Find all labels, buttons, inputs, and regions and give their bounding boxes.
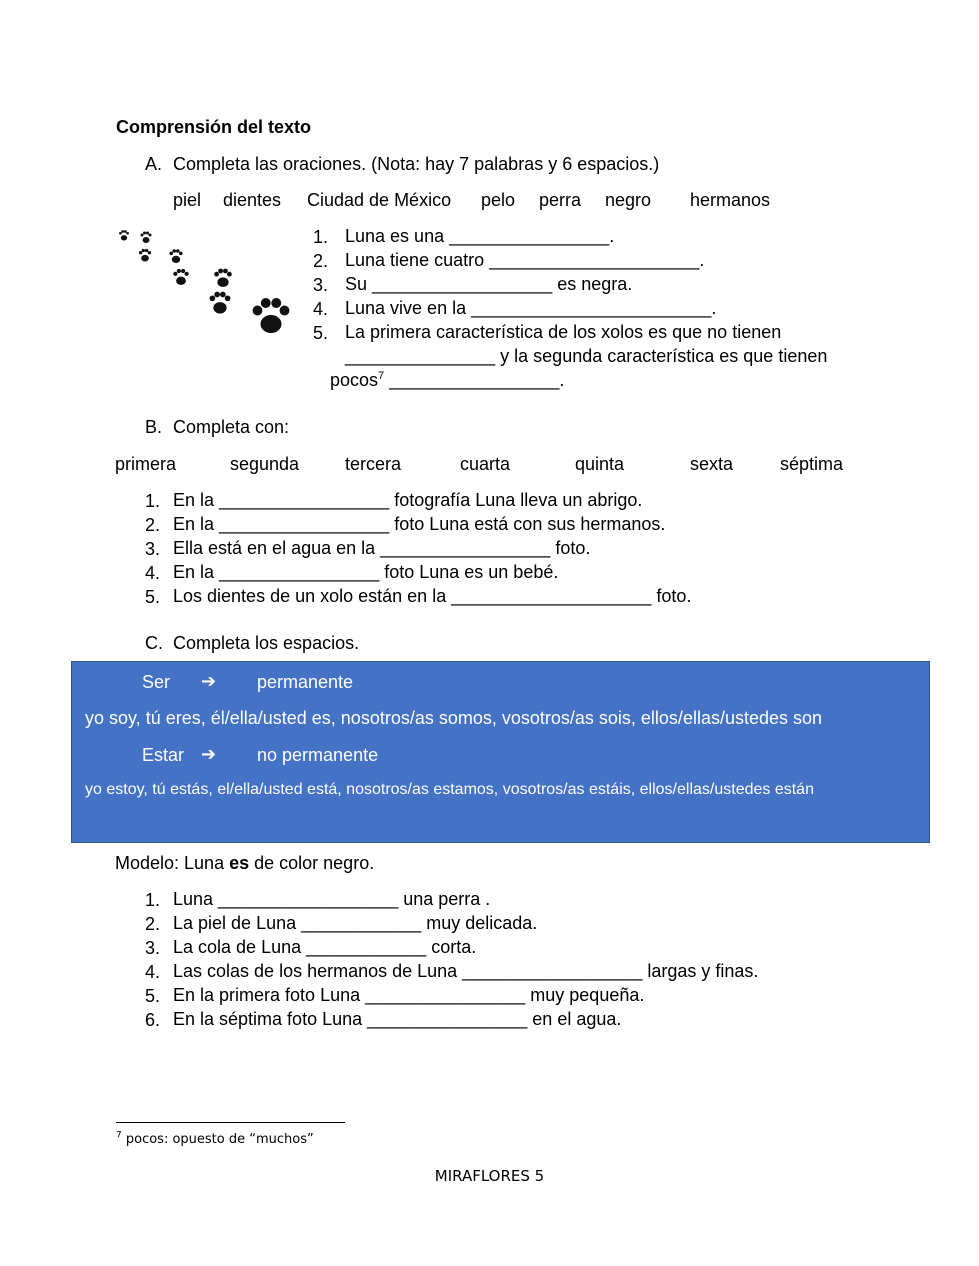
list-item: Ella está en el agua en la _________________ foto. (173, 538, 591, 558)
list-number: 3. (144, 938, 160, 958)
list-item: Luna es una ________________. (345, 226, 615, 246)
model-suffix: de color negro. (249, 853, 375, 873)
footnote-number: 7 (116, 1130, 122, 1141)
list-number: 1. (144, 890, 160, 910)
part-a-marker: A. (145, 154, 163, 174)
list-item: En la ________________ foto Luna es un bebé. (173, 562, 559, 582)
list-item: En la _________________ foto Luna está con sus hermanos. (173, 514, 666, 534)
pocos-word: pocos (330, 370, 379, 390)
footnote-ref: 7 (378, 370, 385, 382)
list-item: La piel de Luna ____________ muy delicada. (173, 913, 538, 933)
estar-meaning: no permanente (257, 745, 379, 765)
part-a-instruction: Completa las oraciones. (Nota: hay 7 palabras y 6 espacios.) (173, 154, 660, 174)
footnote (116, 1130, 314, 1147)
word-bank-item: tercera (345, 454, 402, 474)
list-item: Luna tiene cuatro _____________________. (345, 250, 705, 270)
list-item: La primera característica de los xolos es que no tienen (345, 322, 782, 342)
part-c-marker: C. (145, 633, 163, 653)
model-prefix: Modelo: Luna (115, 853, 230, 873)
page-footer: MIRAFLORES 5 (434, 1167, 545, 1185)
list-number: 2. (144, 515, 160, 535)
list-number: 3. (312, 275, 328, 295)
word-bank-item: piel (173, 190, 202, 210)
word-bank-item: Ciudad de México (307, 190, 452, 210)
part-c-instruction: Completa los espacios. (173, 633, 360, 653)
ser-label: Ser (142, 672, 171, 692)
arrow-right-icon: ➔ (201, 744, 217, 765)
list-item: En la primera foto Luna ________________ muy pequeña. (173, 985, 645, 1005)
list-item: Los dientes de un xolo están en la ____________________ foto. (173, 586, 692, 606)
list-item: Luna vive en la ________________________. (345, 298, 717, 318)
list-item: En la _________________ fotografía Luna lleva un abrigo. (173, 490, 643, 510)
list-number: 2. (312, 251, 328, 271)
list-item: La cola de Luna ____________ corta. (173, 937, 477, 957)
list-item-continuation (330, 371, 564, 389)
list-item: Su __________________ es negra. (345, 274, 633, 294)
list-item: Las colas de los hermanos de Luna __________________ largas y finas. (173, 961, 759, 981)
blank-line: _________________. (384, 370, 565, 390)
word-bank-item: pelo (481, 190, 516, 210)
word-bank-item: séptima (780, 454, 844, 474)
word-bank-item: perra (539, 190, 582, 210)
list-number: 5. (312, 323, 328, 343)
word-bank-item: negro (605, 190, 652, 210)
list-item-continuation: _______________ y la segunda característica es que tienen (345, 346, 828, 366)
list-number: 6. (144, 1010, 160, 1030)
list-number: 4. (144, 962, 160, 982)
part-b-marker: B. (145, 417, 163, 437)
ser-meaning: permanente (257, 672, 354, 692)
estar-label: Estar (142, 745, 185, 765)
word-bank-item: sexta (690, 454, 734, 474)
part-b-instruction: Completa con: (173, 417, 290, 437)
list-number: 5. (144, 587, 160, 607)
ser-estar-info-box (71, 661, 930, 843)
paw-prints-icon (110, 226, 300, 338)
list-item: Luna __________________ una perra . (173, 889, 491, 909)
word-bank-item: hermanos (690, 190, 771, 210)
word-bank-item: quinta (575, 454, 625, 474)
footnote-text: pocos: opuesto de “muchos” (121, 1132, 314, 1147)
list-number: 5. (144, 986, 160, 1006)
list-number: 1. (312, 227, 328, 247)
word-bank-item: cuarta (460, 454, 511, 474)
section-title: Comprensión del texto (116, 117, 312, 137)
word-bank-item: segunda (230, 454, 300, 474)
footnote-separator (116, 1122, 345, 1123)
estar-conjugation: yo estoy, tú estás, el/ella/usted está, nosotros/as estamos, vosotros/as estáis, ellos/ellas/ustedes están (85, 781, 814, 798)
list-number: 2. (144, 914, 160, 934)
list-number: 4. (144, 563, 160, 583)
list-number: 1. (144, 491, 160, 511)
model-bold-verb: es (229, 853, 250, 873)
list-item: En la séptima foto Luna ________________ en el agua. (173, 1009, 622, 1029)
list-number: 3. (144, 539, 160, 559)
ser-conjugation: yo soy, tú eres, él/ella/usted es, nosotros/as somos, vosotros/as sois, ellos/ellas/ustedes son (85, 708, 823, 728)
arrow-right-icon: ➔ (201, 671, 217, 692)
word-bank-item: primera (115, 454, 177, 474)
list-number: 4. (312, 299, 328, 319)
model-sentence (115, 854, 374, 872)
word-bank-item: dientes (223, 190, 282, 210)
